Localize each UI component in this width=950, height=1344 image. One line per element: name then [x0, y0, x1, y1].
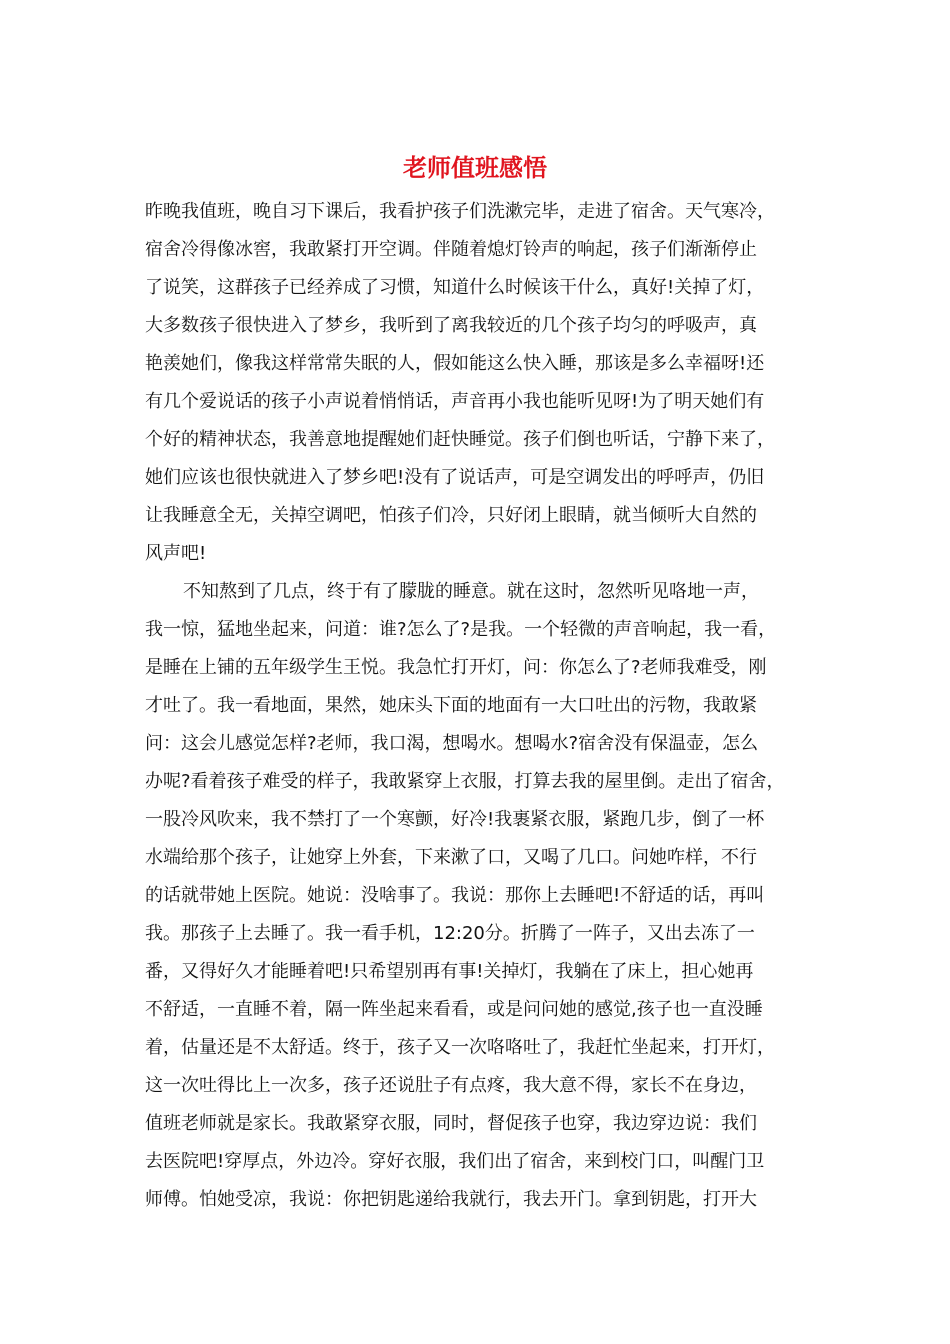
text-line: 风声吧!	[145, 543, 207, 564]
text-line: 大多数孩子很快进入了梦乡，我听到了离我较近的几个孩子均匀的呼吸声，真	[145, 315, 757, 336]
text-line: 宿舍冷得像冰窖，我敢紧打开空调。伴随着熄灯铃声的响起，孩子们渐渐停止	[145, 239, 757, 260]
text-line: 有几个爱说话的孩子小声说着悄悄话，声音再小我也能听见呀!为了明天她们有	[145, 391, 765, 412]
text-line: 水端给那个孩子，让她穿上外套，下来漱了口，又喝了几口。问她咋样，不行	[145, 847, 757, 868]
text-line: 番，又得好久才能睡着吧!只希望别再有事!关掉灯，我躺在了床上，担心她再	[145, 961, 754, 982]
text-line: 让我睡意全无，关掉空调吧，怕孩子们冷，只好闭上眼睛，就当倾听大自然的	[145, 505, 757, 526]
text-line: 昨晚我值班，晚自习下课后，我看护孩子们洗漱完毕，走进了宿舍。天气寒冷，	[145, 201, 775, 222]
document-body	[145, 193, 805, 1219]
text-line: 这一次吐得比上一次多，孩子还说肚子有点疼，我大意不得，家长不在身边，	[145, 1075, 757, 1096]
text-line: 了说笑，这群孩子已经养成了习惯，知道什么时候该干什么，真好!关掉了灯，	[145, 277, 765, 298]
text-line: 值班老师就是家长。我敢紧穿衣服，同时，督促孩子也穿，我边穿边说：我们	[145, 1113, 757, 1134]
text-line: 才吐了。我一看地面，果然，她床头下面的地面有一大口吐出的污物，我敢紧	[145, 695, 757, 716]
text-line: 我一惊，猛地坐起来，问道：谁?怎么了?是我。一个轻微的声音响起，我一看，	[145, 619, 777, 640]
document-title: 老师值班感悟	[403, 153, 547, 182]
text-line: 的话就带她上医院。她说：没啥事了。我说：那你上去睡吧!不舒适的话，再叫	[145, 885, 765, 906]
text-line: 去医院吧!穿厚点，外边冷。穿好衣服，我们出了宿舍，来到校门口，叫醒门卫	[145, 1151, 765, 1172]
text-line: 着，估量还是不太舒适。终于，孩子又一次咯咯吐了，我赶忙坐起来，打开灯，	[145, 1037, 775, 1058]
text-line: 我。那孩子上去睡了。我一看手机，12:20分。折腾了一阵子，又出去冻了一	[145, 923, 755, 944]
text-line: 不知熬到了几点，终于有了朦胧的睡意。就在这时，忽然听见咯地一声，	[183, 581, 759, 602]
text-line: 办呢?看着孩子难受的样子，我敢紧穿上衣服，打算去我的屋里倒。走出了宿舍，	[145, 771, 785, 792]
text-line: 问：这会儿感觉怎样?老师，我口渴，想喝水。想喝水?宿舍没有保温壶，怎么	[145, 733, 759, 754]
text-line: 她们应该也很快就进入了梦乡吧!没有了说话声，可是空调发出的呼呼声，仍旧	[145, 467, 765, 488]
text-line: 艳羡她们，像我这样常常失眠的人，假如能这么快入睡，那该是多么幸福呀!还	[145, 353, 765, 374]
text-line: 是睡在上铺的五年级学生王悦。我急忙打开灯，问：你怎么了?老师我难受，刚	[145, 657, 767, 678]
text-line: 不舒适，一直睡不着，隔一阵坐起来看看，或是问问她的感觉,孩子也一直没睡	[145, 999, 763, 1020]
text-line: 一股冷风吹来，我不禁打了一个寒颤，好冷!我裹紧衣服，紧跑几步，倒了一杯	[145, 809, 765, 830]
text-line: 个好的精神状态，我善意地提醒她们赶快睡觉。孩子们倒也听话，宁静下来了，	[145, 429, 775, 450]
text-line: 师傅。怕她受凉，我说：你把钥匙递给我就行，我去开门。拿到钥匙，打开大	[145, 1189, 757, 1210]
